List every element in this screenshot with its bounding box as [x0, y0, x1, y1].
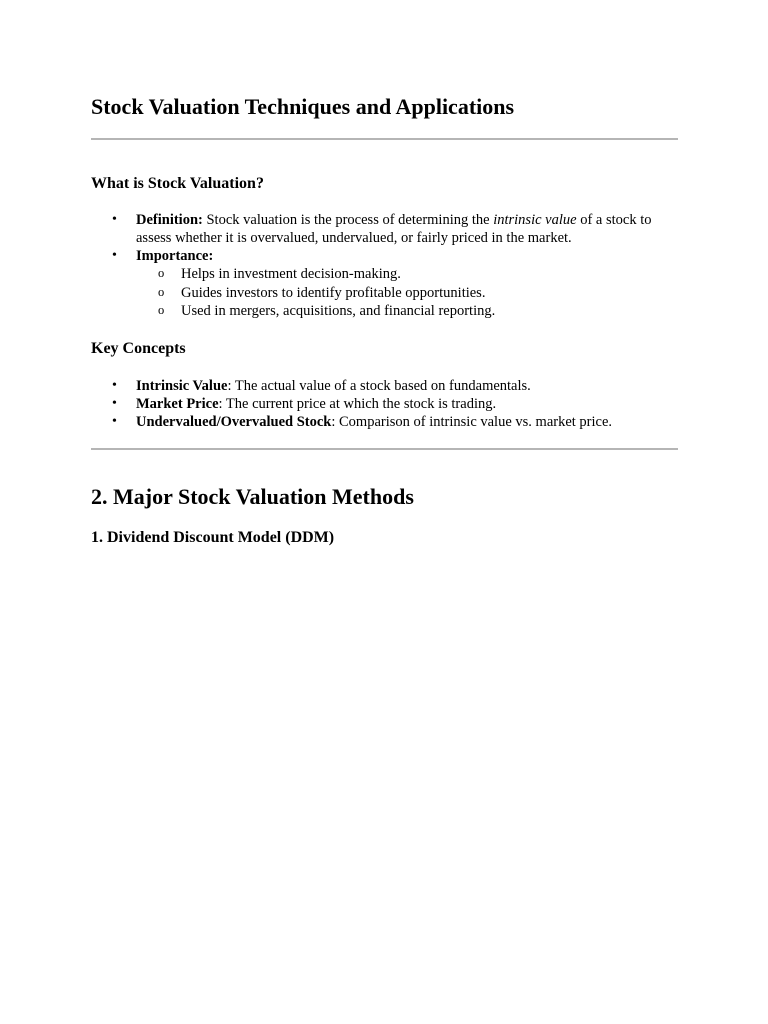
- term: Market Price: [136, 396, 219, 412]
- definition-italic: intrinsic value: [493, 212, 577, 228]
- list-item: o Used in mergers, acquisitions, and financial reporting.: [136, 302, 678, 321]
- definition-text-pre: Stock valuation is the process of determining the: [202, 212, 494, 228]
- key-concepts-list: [91, 377, 678, 431]
- list-item: o Helps in investment decision-making.: [136, 265, 678, 284]
- section-heading-key-concepts: Key Concepts: [91, 340, 186, 357]
- document-title: Stock Valuation Techniques and Applications: [91, 94, 515, 119]
- list-item: o Guides investors to identify profitable opportunities.: [136, 284, 678, 303]
- list-item-undervalued-overvalued: [91, 413, 678, 431]
- importance-sublist: [136, 265, 678, 321]
- term-text: : The actual value of a stock based on fundamentals.: [227, 378, 531, 394]
- subsection-heading-ddm: 1. Dividend Discount Model (DDM): [91, 529, 335, 546]
- horizontal-rule-middle: [91, 448, 678, 450]
- term-text: : Comparison of intrinsic value vs. market price.: [331, 414, 613, 430]
- section-heading-major-methods: 2. Major Stock Valuation Methods: [91, 484, 414, 509]
- list-item-intrinsic-value: [91, 377, 678, 395]
- term: Intrinsic Value: [136, 378, 228, 394]
- definition-text-post: of a stock to assess whether it is overvalued, undervalued, or fairly priced in the market.: [136, 212, 652, 246]
- list-item-importance: [91, 247, 678, 321]
- definition-label: Definition:: [136, 212, 203, 228]
- list-item-market-price: [91, 395, 678, 413]
- term-text: : The current price at which the stock is trading.: [218, 396, 497, 412]
- section-heading-what-is: What is Stock Valuation?: [91, 175, 264, 192]
- what-is-list: [91, 211, 678, 321]
- horizontal-rule-top: [91, 138, 678, 140]
- term: Undervalued/Overvalued Stock: [136, 414, 332, 430]
- list-item-definition: [91, 211, 678, 247]
- importance-label: Importance:: [136, 248, 214, 264]
